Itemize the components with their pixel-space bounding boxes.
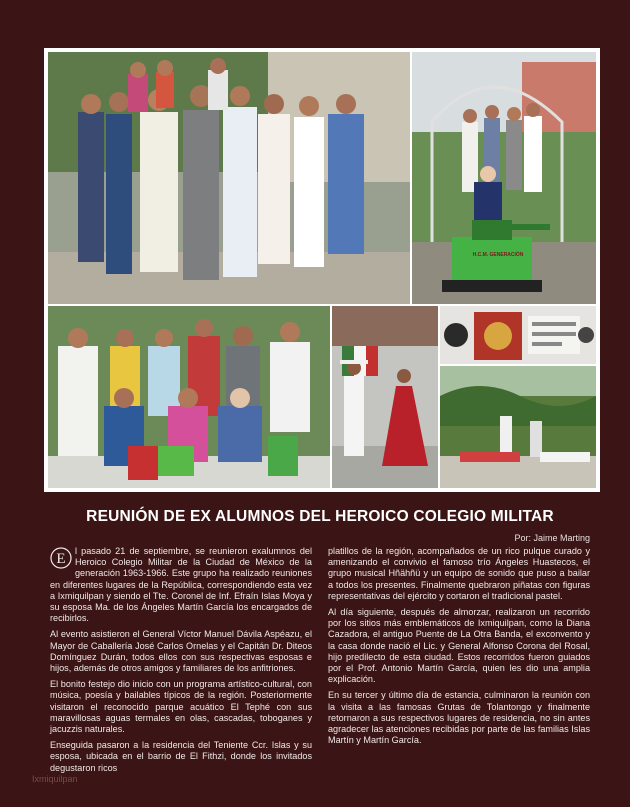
photo-garden-tables	[440, 366, 596, 488]
paragraph: platillos de la región, acompañados de un rico pulque curado y amenizando el convivio el famoso trío Ángeles Huastecos, el grupo musical Hñähñü y un equipo de sonido que puso a bailar a todos los presentes. Finalmente quebraron piñatas con figuras representativas del ejército y cortaron el tradicional pastel.	[328, 546, 590, 601]
paragraph: Al evento asistieron el General Víctor Manuel Dávila Aspéazu, el Mayor de Caballería José Carlos Ornelas y el Capitán Dr. Diteos Domínguez Durán, todos ellos con sus respectivas esposas e hijos, además de otros amigos y familiares de los anfitriones.	[50, 629, 312, 674]
photo-garden-tank	[412, 52, 596, 304]
photo-emblem	[440, 306, 596, 364]
article-byline: Por: Jaime Marting	[514, 533, 590, 543]
article-column-2	[328, 546, 590, 779]
dropcap-ornament	[50, 547, 72, 569]
photo-group-seated	[48, 306, 330, 488]
article-column-1	[50, 546, 312, 779]
paragraph: El bonito festejo dio inicio con un programa artístico-cultural, con música, poesía y bailables típicos de la región. Posteriormente visitaron el reconocido parque acuático El Tephé con sus maravillosas aguas termales en olas, cascadas, toboganes y jacuzzis naturales.	[50, 679, 312, 735]
tank-sign: H.C.M. GENERACIÓN	[472, 252, 524, 258]
photo-collage	[44, 48, 600, 492]
photo-dancers	[332, 306, 438, 488]
article	[50, 508, 590, 773]
paragraph: Enseguida pasaron a la residencia del Teniente Ccr. Islas y su esposa, ubicada en el barrio de El Fithzi, donde los invitados degustaron ricos	[50, 740, 312, 773]
page-folio: Ixmiquilpan	[32, 774, 78, 784]
svg-text:E: E	[56, 551, 66, 567]
paragraph: Al día siguiente, después de almorzar, realizaron un recorrido por los sitios más emblemáticos de Ixmiquilpan, como la Diana Cazadora, el antiguo Puente de La Otra Banda, el exconvento y la casa donde nació el Lic. y General Alfonso Corona del Rosal, hijo predilecto de esta ciudad. Estos recorridos fueron guiados por el Prof. Antonio Martín García, quien les dio una amplia explicación.	[328, 607, 590, 685]
article-title: REUNIÓN DE EX ALUMNOS DEL HEROICO COLEGIO MILITAR	[86, 508, 554, 525]
article-columns	[50, 546, 590, 779]
paragraph: E l pasado 21 de septiembre, se reunieron exalumnos del Heroico Colegio Militar de la Ciudad de México de la generación 1963-1966. Este grupo ha realizado reuniones en diferentes lugares de la República, correspondiendo esta vez a Ixmiquilpan y siendo el Tte. Coronel de Inf. Efraín Islas Moya y su esposa Ma. de los Ángeles Martín García los encargados de recibirlos.	[50, 546, 312, 624]
photo-group-large	[48, 52, 410, 304]
paragraph: En su tercer y último día de estancia, culminaron la reunión con la visita a las famosas Grutas de Tolantongo y finalmente retornaron a sus respectivos lugares de residencia, no sin antes agradecer las atenciones recibidas por parte de las familias Islas Martín y Martín García.	[328, 690, 590, 746]
